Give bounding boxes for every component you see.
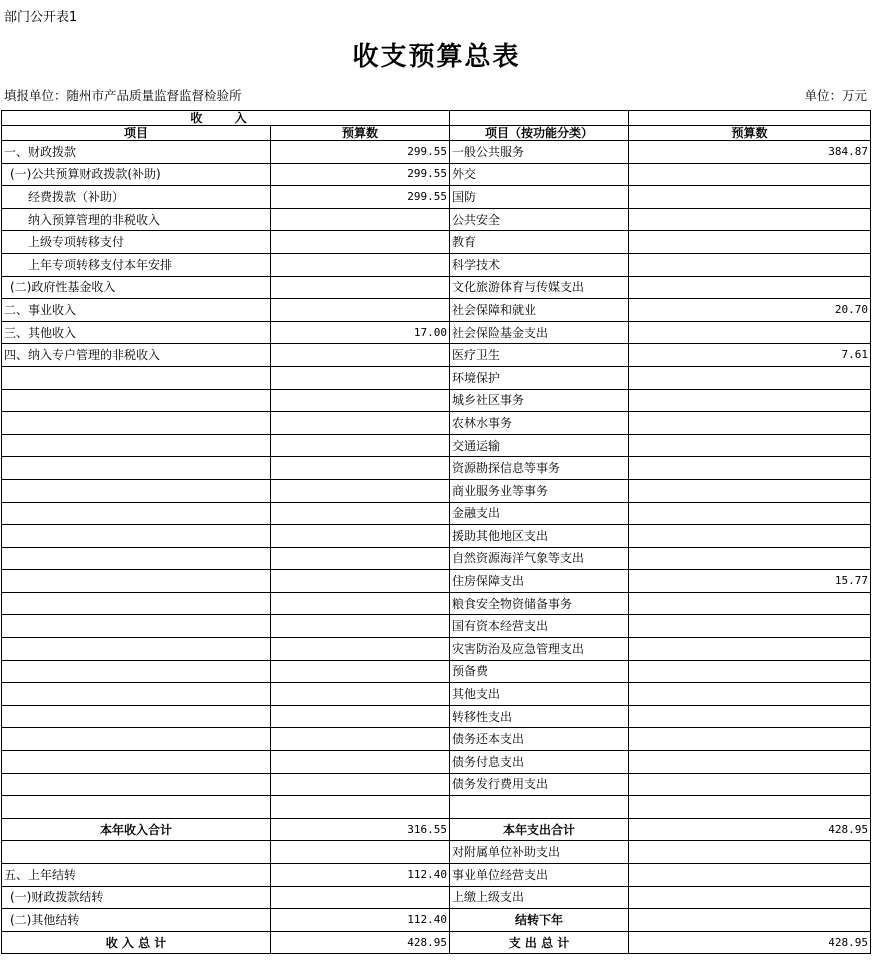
income-budget-cell	[271, 705, 450, 728]
expense-budget-cell	[629, 366, 871, 389]
budget-summary-table	[1, 110, 871, 954]
expense-budget-cell	[629, 660, 871, 683]
expense-budget-cell	[629, 683, 871, 706]
income-item-cell	[2, 570, 271, 593]
table-row	[2, 344, 871, 367]
expense-item-cell: 文化旅游体育与传媒支出	[450, 276, 629, 299]
income-budget-cell: 299.55	[271, 141, 450, 164]
table-row	[2, 818, 871, 841]
col-header-budget-right: 预算数	[629, 126, 871, 141]
income-budget-cell	[271, 615, 450, 638]
income-budget-cell	[271, 208, 450, 231]
header-blank-right	[629, 111, 871, 126]
expense-item-cell: 社会保障和就业	[450, 299, 629, 322]
expense-item-cell: 结转下年	[450, 909, 629, 932]
expense-budget-cell	[629, 547, 871, 570]
table-row	[2, 208, 871, 231]
income-budget-cell	[271, 525, 450, 548]
income-budget-cell	[271, 841, 450, 864]
col-header-item: 项目	[2, 126, 271, 141]
table-row	[2, 615, 871, 638]
table-row	[2, 705, 871, 728]
income-item-cell: (二)政府性基金收入	[2, 276, 271, 299]
income-budget-cell	[271, 434, 450, 457]
expense-budget-cell: 7.61	[629, 344, 871, 367]
table-row	[2, 931, 871, 954]
income-item-cell	[2, 841, 271, 864]
income-budget-cell	[271, 457, 450, 480]
income-item-cell	[2, 683, 271, 706]
income-item-cell: (二)其他结转	[2, 909, 271, 932]
income-item-cell: 本年收入合计	[2, 818, 271, 841]
expense-item-cell: 交通运输	[450, 434, 629, 457]
income-budget-cell	[271, 276, 450, 299]
expense-budget-cell	[629, 909, 871, 932]
income-budget-cell: 299.55	[271, 186, 450, 209]
table-row	[2, 434, 871, 457]
income-budget-cell	[271, 299, 450, 322]
expense-item-cell: 债务还本支出	[450, 728, 629, 751]
expense-item-cell: 债务付息支出	[450, 751, 629, 774]
income-item-cell: 纳入预算管理的非税收入	[2, 208, 271, 231]
table-row	[2, 479, 871, 502]
expense-item-cell: 债务发行费用支出	[450, 773, 629, 796]
expense-budget-cell	[629, 615, 871, 638]
document-tag: 部门公开表1	[4, 10, 78, 25]
table-row	[2, 570, 871, 593]
income-budget-cell	[271, 479, 450, 502]
expense-item-cell	[450, 796, 629, 819]
expense-budget-cell	[629, 479, 871, 502]
expense-budget-cell	[629, 163, 871, 186]
income-item-cell	[2, 479, 271, 502]
expense-item-cell: 商业服务业等事务	[450, 479, 629, 502]
expense-item-cell: 资源勘探信息等事务	[450, 457, 629, 480]
income-budget-cell: 112.40	[271, 909, 450, 932]
income-budget-cell	[271, 773, 450, 796]
expense-item-cell: 自然资源海洋气象等支出	[450, 547, 629, 570]
expense-item-cell: 本年支出合计	[450, 818, 629, 841]
income-item-cell	[2, 592, 271, 615]
expense-budget-cell	[629, 457, 871, 480]
expense-item-cell: 国防	[450, 186, 629, 209]
expense-item-cell: 农林水事务	[450, 412, 629, 435]
expense-budget-cell: 428.95	[629, 818, 871, 841]
table-row	[2, 502, 871, 525]
income-budget-cell: 316.55	[271, 818, 450, 841]
table-row	[2, 592, 871, 615]
table-row	[2, 751, 871, 774]
expense-item-cell: 一般公共服务	[450, 141, 629, 164]
expense-item-cell: 灾害防治及应急管理支出	[450, 638, 629, 661]
expense-budget-cell	[629, 773, 871, 796]
expense-item-cell: 事业单位经营支出	[450, 864, 629, 887]
expense-item-cell: 其他支出	[450, 683, 629, 706]
table-row	[2, 728, 871, 751]
table-row	[2, 253, 871, 276]
table-row	[2, 773, 871, 796]
income-item-cell: 经费拨款（补助）	[2, 186, 271, 209]
income-item-cell	[2, 796, 271, 819]
expense-budget-cell: 384.87	[629, 141, 871, 164]
income-budget-cell	[271, 570, 450, 593]
amount-unit: 单位：万元	[804, 88, 867, 103]
income-header: 收 入	[2, 111, 450, 126]
income-item-cell: 三、其他收入	[2, 321, 271, 344]
expense-budget-cell	[629, 321, 871, 344]
expense-item-cell: 医疗卫生	[450, 344, 629, 367]
expense-item-cell: 科学技术	[450, 253, 629, 276]
income-budget-cell	[271, 728, 450, 751]
expense-item-cell: 公共安全	[450, 208, 629, 231]
income-item-cell	[2, 389, 271, 412]
income-budget-cell	[271, 231, 450, 254]
income-item-cell	[2, 705, 271, 728]
expense-budget-cell	[629, 186, 871, 209]
expense-budget-cell	[629, 796, 871, 819]
income-item-cell	[2, 525, 271, 548]
income-item-cell: 五、上年结转	[2, 864, 271, 887]
income-budget-cell	[271, 253, 450, 276]
expense-budget-cell	[629, 434, 871, 457]
expense-budget-cell	[629, 886, 871, 909]
expense-item-cell: 环境保护	[450, 366, 629, 389]
expense-budget-cell: 428.95	[629, 931, 871, 954]
income-item-cell	[2, 728, 271, 751]
income-budget-cell	[271, 683, 450, 706]
income-budget-cell	[271, 502, 450, 525]
income-budget-cell	[271, 796, 450, 819]
expense-budget-cell	[629, 389, 871, 412]
income-item-cell: 二、事业收入	[2, 299, 271, 322]
income-item-cell	[2, 751, 271, 774]
income-item-cell	[2, 638, 271, 661]
income-budget-cell	[271, 660, 450, 683]
table-row	[2, 796, 871, 819]
table-row	[2, 299, 871, 322]
table-row	[2, 412, 871, 435]
expense-budget-cell	[629, 253, 871, 276]
income-item-cell	[2, 547, 271, 570]
income-budget-cell	[271, 592, 450, 615]
table-row	[2, 276, 871, 299]
table-row	[2, 457, 871, 480]
income-item-cell	[2, 412, 271, 435]
table-row	[2, 547, 871, 570]
expense-budget-cell	[629, 705, 871, 728]
income-item-cell	[2, 660, 271, 683]
income-item-cell: 四、纳入专户管理的非税收入	[2, 344, 271, 367]
expense-item-cell: 预备费	[450, 660, 629, 683]
income-item-cell: (一)公共预算财政拨款(补助)	[2, 163, 271, 186]
table-row	[2, 660, 871, 683]
expense-item-cell: 国有资本经营支出	[450, 615, 629, 638]
expense-budget-cell	[629, 412, 871, 435]
table-row	[2, 186, 871, 209]
reporting-unit: 填报单位：随州市产品质量监督监督检验所	[4, 88, 242, 103]
expense-item-cell: 金融支出	[450, 502, 629, 525]
income-budget-cell	[271, 344, 450, 367]
expense-budget-cell	[629, 864, 871, 887]
expense-budget-cell	[629, 841, 871, 864]
table-row	[2, 638, 871, 661]
income-item-cell: 上级专项转移支付	[2, 231, 271, 254]
expense-budget-cell	[629, 592, 871, 615]
income-item-cell	[2, 773, 271, 796]
income-budget-cell	[271, 547, 450, 570]
expense-budget-cell	[629, 231, 871, 254]
expense-budget-cell	[629, 502, 871, 525]
income-budget-cell: 299.55	[271, 163, 450, 186]
income-budget-cell: 112.40	[271, 864, 450, 887]
expense-item-cell: 外交	[450, 163, 629, 186]
expense-item-cell: 转移性支出	[450, 705, 629, 728]
income-item-cell	[2, 502, 271, 525]
table-row	[2, 366, 871, 389]
income-budget-cell	[271, 412, 450, 435]
table-row	[2, 841, 871, 864]
expense-budget-cell	[629, 525, 871, 548]
income-item-cell	[2, 434, 271, 457]
expense-budget-cell	[629, 276, 871, 299]
income-budget-cell	[271, 389, 450, 412]
header-row-columns	[2, 126, 871, 141]
expense-budget-cell: 20.70	[629, 299, 871, 322]
expense-item-cell: 对附属单位补助支出	[450, 841, 629, 864]
table-row	[2, 231, 871, 254]
income-item-cell	[2, 366, 271, 389]
income-budget-cell: 17.00	[271, 321, 450, 344]
income-item-cell	[2, 615, 271, 638]
expense-budget-cell	[629, 208, 871, 231]
expense-item-cell: 援助其他地区支出	[450, 525, 629, 548]
expense-budget-cell: 15.77	[629, 570, 871, 593]
expense-item-cell: 城乡社区事务	[450, 389, 629, 412]
income-budget-cell	[271, 638, 450, 661]
table-row	[2, 163, 871, 186]
table-row	[2, 321, 871, 344]
income-item-cell: 收 入 总 计	[2, 931, 271, 954]
table-row	[2, 886, 871, 909]
income-item-cell: 上年专项转移支付本年安排	[2, 253, 271, 276]
expense-budget-cell	[629, 728, 871, 751]
income-budget-cell	[271, 366, 450, 389]
header-row-income	[2, 111, 871, 126]
col-header-budget: 预算数	[271, 126, 450, 141]
header-blank-left	[450, 111, 629, 126]
income-budget-cell	[271, 751, 450, 774]
table-row	[2, 909, 871, 932]
table-row	[2, 141, 871, 164]
table-row	[2, 525, 871, 548]
expense-budget-cell	[629, 638, 871, 661]
expense-item-cell: 社会保险基金支出	[450, 321, 629, 344]
expense-item-cell: 教育	[450, 231, 629, 254]
income-item-cell	[2, 457, 271, 480]
expense-item-cell: 住房保障支出	[450, 570, 629, 593]
page-title: 收支预算总表	[352, 42, 521, 72]
expense-item-cell: 上缴上级支出	[450, 886, 629, 909]
income-item-cell: (一)财政拨款结转	[2, 886, 271, 909]
income-budget-cell	[271, 886, 450, 909]
expense-item-cell: 支 出 总 计	[450, 931, 629, 954]
expense-item-cell: 粮食安全物资储备事务	[450, 592, 629, 615]
expense-budget-cell	[629, 751, 871, 774]
table-row	[2, 389, 871, 412]
income-item-cell: 一、财政拨款	[2, 141, 271, 164]
table-row	[2, 864, 871, 887]
table-row	[2, 683, 871, 706]
col-header-item-func: 项目（按功能分类）	[450, 126, 629, 141]
income-budget-cell: 428.95	[271, 931, 450, 954]
